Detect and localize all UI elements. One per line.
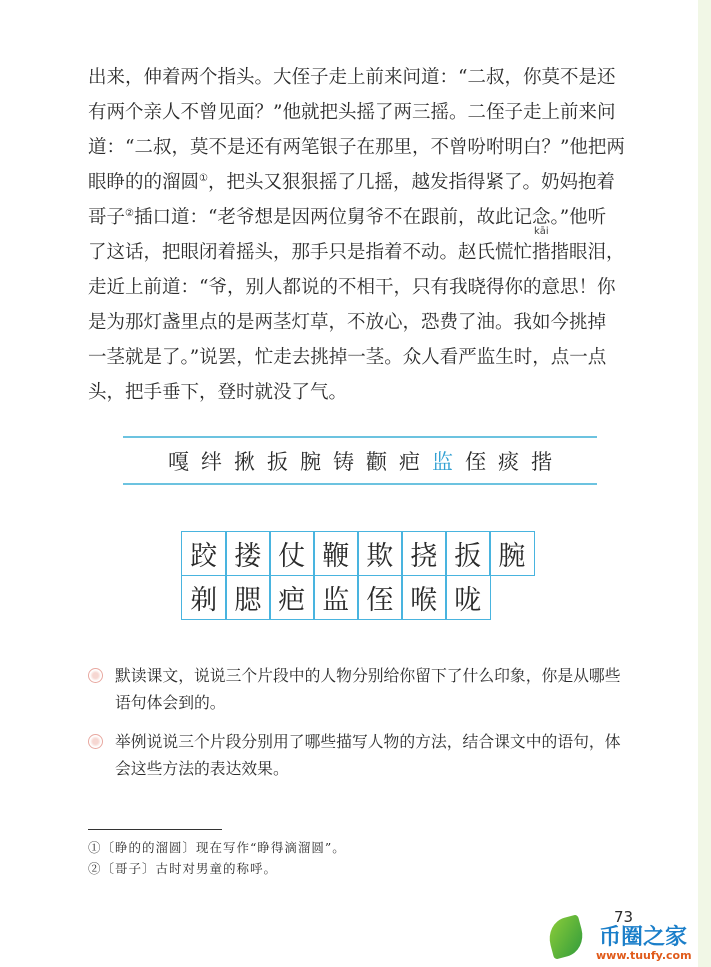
write-char-cell: 喉: [401, 575, 447, 620]
footnote-1: ①〔睁的的溜圆〕现在写作“睁得滴溜圆”。: [88, 840, 346, 855]
text-segment: 眼睁的的溜圆: [88, 172, 200, 193]
recognize-char: 颧: [366, 450, 387, 474]
question-text: 会这些方法的表达效果。: [115, 759, 289, 778]
text-segment: 哥子: [88, 207, 126, 228]
recognize-char: 铸: [333, 450, 354, 474]
pinyin-annotation: kāi: [533, 226, 549, 237]
text-segment: 插口道：“老爷想是因两位舅爷不在跟前，故此记: [133, 207, 532, 228]
footnote-ref-2[interactable]: ②: [125, 207, 134, 219]
seal-bullet-icon: [88, 734, 103, 749]
grid-row: [181, 531, 533, 575]
write-char-cell: 剃: [181, 575, 227, 620]
page-number: 73: [614, 908, 634, 926]
recognize-characters: [123, 446, 597, 476]
text-line: 头，把手垂下，登时就没了气。: [88, 382, 348, 403]
recognize-char: 揪: [234, 450, 255, 474]
footnote-rule: [88, 829, 222, 830]
recognize-char: 绊: [201, 450, 222, 474]
write-char-cell: 腕: [489, 531, 535, 576]
write-char-cell: 挠: [401, 531, 447, 576]
write-char-cell: 鞭: [313, 531, 359, 576]
write-char-cell: 搂: [225, 531, 271, 576]
recognize-char: 腕: [300, 450, 321, 474]
question-text: 举例说说三个片段分别用了哪些描写人物的方法，结合课文中的语句，体: [115, 732, 621, 751]
watermark-brand: 币圈之家: [599, 925, 688, 950]
text-line: 了这话，把眼闭着摇头，那手只是指着不动。赵氏慌忙揩揩眼泪，: [88, 242, 625, 263]
write-char-cell: 咙: [445, 575, 491, 620]
ruby-base: 念: [531, 207, 551, 228]
recognize-char: 揩: [531, 450, 552, 474]
write-char-cell: 侄: [357, 575, 403, 620]
page-edge-strip: [698, 0, 711, 967]
watermark-url: www.tuufy.com: [596, 949, 692, 962]
text-line: [88, 200, 648, 235]
text-line: 走近上前道：“爷，别人都说的不相干，只有我晓得你的意思！你: [88, 277, 616, 298]
annotated-char: [531, 207, 551, 237]
text-line: 是为那灯盏里点的是两茎灯草，不放心，恐费了油。我如今挑掉: [88, 312, 607, 333]
question-2: [88, 728, 678, 782]
divider-bottom: [123, 483, 597, 485]
footnote-ref-1[interactable]: ①: [199, 172, 208, 184]
text-segment: ，把头又狠狠摇了几摇，越发指得紧了。奶妈抱着: [207, 172, 615, 193]
text-line: [88, 165, 648, 200]
text-line: 道：“二叔，莫不是还有两笔银子在那里，不曾吩咐明白？”他把两: [88, 137, 625, 158]
write-char-cell: 腮: [225, 575, 271, 620]
seal-bullet-icon: [88, 668, 103, 683]
writing-grid: [181, 531, 533, 618]
watermark-logo: [549, 914, 699, 966]
write-char-cell: 跤: [181, 531, 227, 576]
recognize-char: 侄: [465, 450, 486, 474]
write-char-cell: 仗: [269, 531, 315, 576]
passage-text: [88, 60, 648, 410]
write-char-cell: 疤: [269, 575, 315, 620]
text-line: 有两个亲人不曾见面？”他就把头摇了两三摇。二侄子走上前来问: [88, 102, 616, 123]
text-line: 一茎就是了。”说罢，忙走去挑掉一茎。众人看严监生时，点一点: [88, 347, 607, 368]
divider-top: [123, 436, 597, 438]
question-text: 语句体会到的。: [115, 693, 226, 712]
footnote-2: ②〔哥子〕古时对男童的称呼。: [88, 861, 278, 876]
leaf-logo-icon: [545, 914, 588, 960]
question-text: 默读课文，说说三个片段中的人物分别给你留下了什么印象，你是从哪些: [115, 666, 621, 685]
recognize-char: 嘎: [168, 450, 189, 474]
write-char-cell: 扳: [445, 531, 491, 576]
write-char-cell: 欺: [357, 531, 403, 576]
text-line: 出来，伸着两个指头。大侄子走上前来问道：“二叔，你莫不是还: [88, 67, 616, 88]
text-segment: 。”他听: [550, 207, 607, 228]
write-char-cell: 监: [313, 575, 359, 620]
recognize-char: 监: [432, 450, 453, 474]
recognize-char: 疤: [399, 450, 420, 474]
grid-row: [181, 575, 533, 619]
recognize-char: 扳: [267, 450, 288, 474]
recognize-char: 痰: [498, 450, 519, 474]
question-1: [88, 662, 678, 716]
